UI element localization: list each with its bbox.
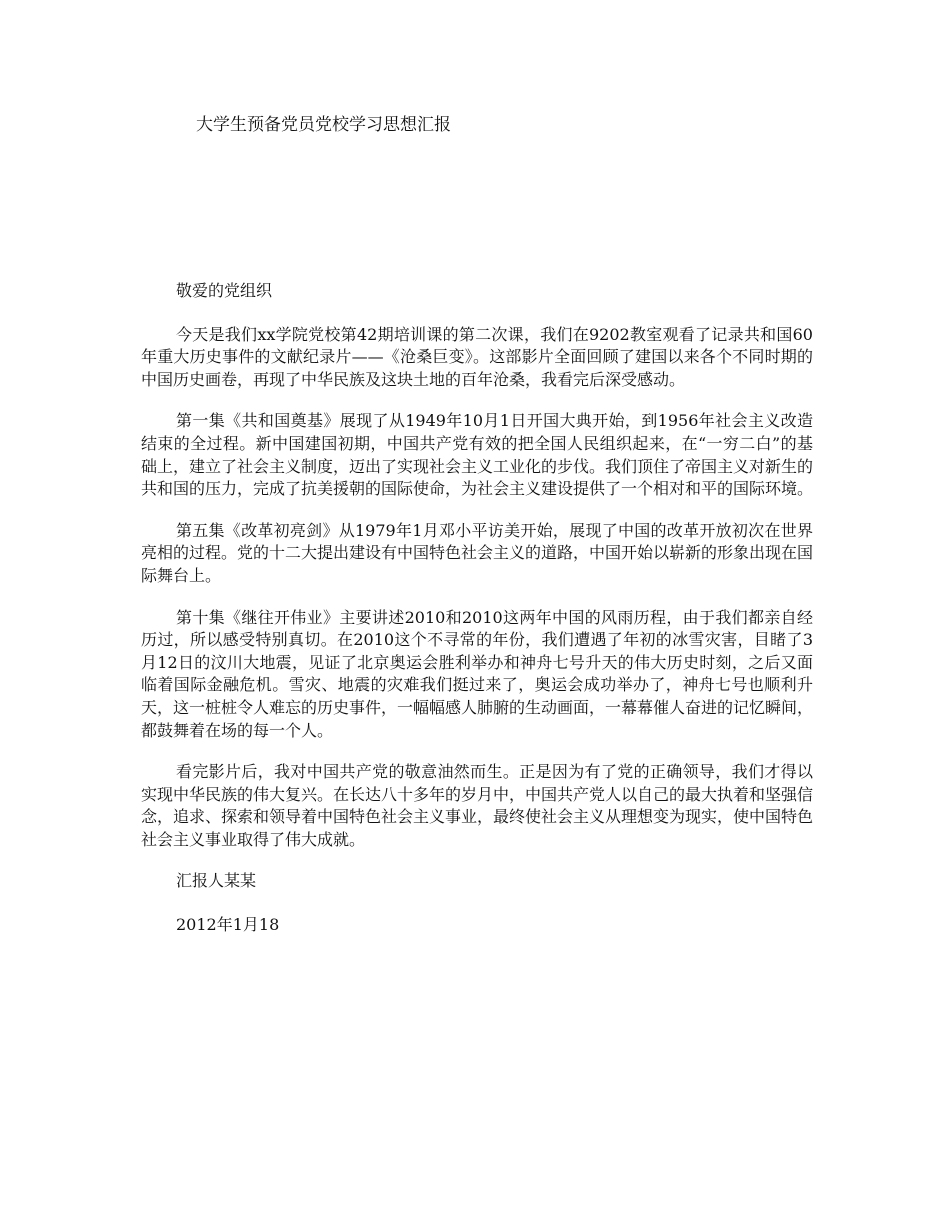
paragraph-episode-10: 第十集《继往开伟业》主要讲述2010和2010这两年中国的风雨历程，由于我们都亲自经历过，所以感受特别真切。在2010这个不寻常的年份，我们遭遇了年初的冰雪灾害，目睹了3月12日的汶川大地震，见证了北京奥运会胜利举办和神舟七号升天的伟大历史时刻，之后又面临着国际金融危机。雪灾、地震的灾难我们挺过来了，奥运会成功举办了，神舟七号也顺利升天，这一桩桩令人难忘的历史事件，一幅幅感人肺腑的生动画面，一幕幕催人奋进的记忆瞬间，都鼓舞着在场的每一个人。 <box>141 607 814 740</box>
salutation: 敬爱的党组织 <box>176 281 273 300</box>
paragraph-episode-5: 第五集《改革初亮剑》从1979年1月邓小平访美开始，展现了中国的改革开放初次在世界亮相的过程。党的十二大提出建设有中国特色社会主义的道路，中国开始以崭新的形象出现在国际舞台上。 <box>141 520 814 585</box>
paragraph-reflection: 看完影片后，我对中国共产党的敬意油然而生。正是因为有了党的正确领导，我们才得以实现中华民族的伟大复兴。在长达八十多年的岁月中，中国共产党人以自己的最大执着和坚强信念，追求、探索和领导着中国特色社会主义事业，最终使社会主义从理想变为现实，使中国特色社会主义事业取得了伟大成就。 <box>141 762 814 849</box>
paragraph-intro: 今天是我们xx学院党校第42期培训课的第二次课，我们在9202教室观看了记录共和国60年重大历史事件的文献纪录片——《沧桑巨变》。这部影片全面回顾了建国以来各个不同时期的中国历史画卷，再现了中华民族及这块土地的百年沧桑，我看完后深受感动。 <box>141 324 813 389</box>
document-body <box>141 280 813 958</box>
report-date: 2012年1月18 <box>176 915 280 935</box>
document-title: 大学生预备党员党校学习思想汇报 <box>196 115 451 135</box>
signature: 汇报人某某 <box>176 871 257 891</box>
paragraph-episode-1: 第一集《共和国奠基》展现了从1949年10月1日开国大典开始，到1956年社会主义改造结束的全过程。新中国建国初期，中国共产党有效的把全国人民组织起来，在“一穷二白”的基础上，建立了社会主义制度，迈出了实现社会主义工业化的步伐。我们顶住了帝国主义对新生的共和国的压力，完成了抗美援朝的国际使命，为社会主义建设提供了一个相对和平的国际环境。 <box>141 411 814 499</box>
